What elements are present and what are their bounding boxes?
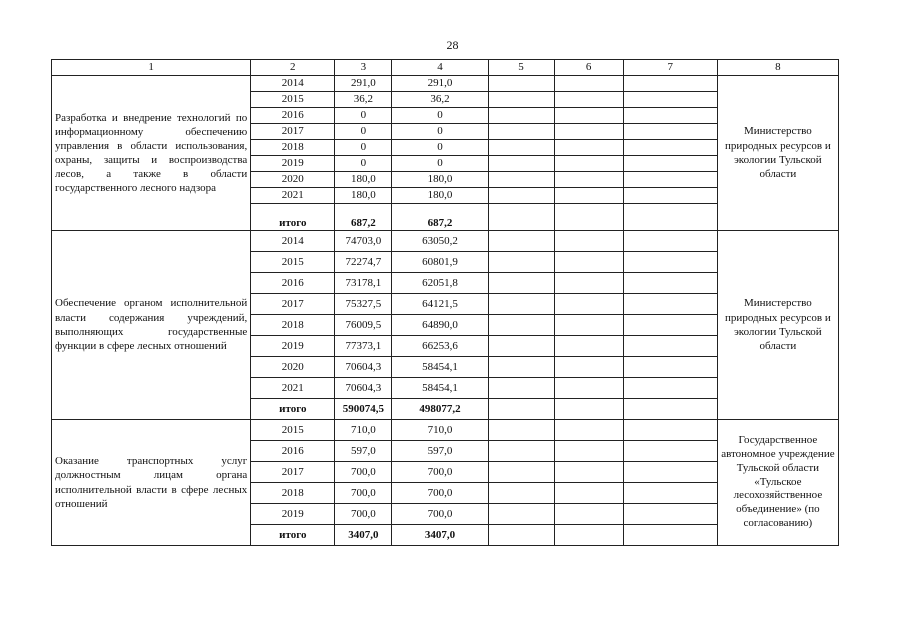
total-col4: 498077,2 bbox=[392, 399, 488, 420]
empty-cell bbox=[623, 294, 717, 315]
value-col3: 710,0 bbox=[335, 420, 392, 441]
value-col4: 36,2 bbox=[392, 92, 488, 108]
empty-cell bbox=[488, 273, 554, 294]
empty-cell bbox=[488, 172, 554, 188]
year-cell: 2020 bbox=[251, 172, 335, 188]
empty-cell bbox=[623, 441, 717, 462]
empty-cell bbox=[488, 294, 554, 315]
responsible-organization: Министерство природных ресурсов и экологии Тульской области bbox=[717, 231, 838, 420]
value-col3: 180,0 bbox=[335, 172, 392, 188]
table-row bbox=[52, 231, 839, 252]
empty-cell bbox=[623, 76, 717, 92]
value-col3: 72274,7 bbox=[335, 252, 392, 273]
year-cell: 2020 bbox=[251, 357, 335, 378]
page-number: 28 bbox=[446, 38, 459, 52]
value-col3: 74703,0 bbox=[335, 231, 392, 252]
year-cell: 2014 bbox=[251, 76, 335, 92]
value-col4: 58454,1 bbox=[392, 357, 488, 378]
total-col3: 3407,0 bbox=[335, 525, 392, 546]
empty-cell bbox=[554, 525, 623, 546]
year-cell: 2017 bbox=[251, 294, 335, 315]
empty-cell bbox=[554, 336, 623, 357]
empty-cell bbox=[488, 76, 554, 92]
empty-cell bbox=[623, 504, 717, 525]
value-col3: 0 bbox=[335, 124, 392, 140]
empty-cell bbox=[623, 399, 717, 420]
year-cell: 2016 bbox=[251, 108, 335, 124]
activity-description: Оказание транспортных услуг должностным лицам органа исполнительной власти в сфере лесных отношений bbox=[52, 420, 251, 546]
value-col3: 180,0 bbox=[335, 188, 392, 204]
table-row bbox=[52, 76, 839, 92]
total-col3: 687,2 bbox=[335, 204, 392, 231]
empty-cell bbox=[623, 357, 717, 378]
value-col4: 58454,1 bbox=[392, 378, 488, 399]
empty-cell bbox=[554, 231, 623, 252]
value-col3: 0 bbox=[335, 108, 392, 124]
header-cell: 7 bbox=[623, 60, 717, 76]
empty-cell bbox=[554, 399, 623, 420]
empty-cell bbox=[623, 252, 717, 273]
year-cell: 2018 bbox=[251, 315, 335, 336]
empty-cell bbox=[554, 204, 623, 231]
empty-cell bbox=[554, 124, 623, 140]
value-col4: 0 bbox=[392, 156, 488, 172]
total-label: итого bbox=[251, 525, 335, 546]
empty-cell bbox=[488, 441, 554, 462]
value-col3: 597,0 bbox=[335, 441, 392, 462]
year-cell: 2021 bbox=[251, 188, 335, 204]
total-col3: 590074,5 bbox=[335, 399, 392, 420]
empty-cell bbox=[554, 156, 623, 172]
value-col3: 0 bbox=[335, 140, 392, 156]
empty-cell bbox=[554, 483, 623, 504]
year-cell: 2019 bbox=[251, 504, 335, 525]
value-col4: 700,0 bbox=[392, 462, 488, 483]
value-col4: 597,0 bbox=[392, 441, 488, 462]
empty-cell bbox=[554, 378, 623, 399]
empty-cell bbox=[488, 188, 554, 204]
empty-cell bbox=[488, 378, 554, 399]
empty-cell bbox=[623, 315, 717, 336]
table-row bbox=[52, 420, 839, 441]
empty-cell bbox=[623, 273, 717, 294]
year-cell: 2017 bbox=[251, 124, 335, 140]
year-cell: 2014 bbox=[251, 231, 335, 252]
empty-cell bbox=[554, 504, 623, 525]
header-cell: 5 bbox=[488, 60, 554, 76]
empty-cell bbox=[554, 420, 623, 441]
value-col3: 70604,3 bbox=[335, 357, 392, 378]
value-col4: 0 bbox=[392, 140, 488, 156]
value-col4: 710,0 bbox=[392, 420, 488, 441]
value-col4: 62051,8 bbox=[392, 273, 488, 294]
value-col4: 60801,9 bbox=[392, 252, 488, 273]
header-cell: 1 bbox=[52, 60, 251, 76]
year-cell: 2018 bbox=[251, 140, 335, 156]
value-col4: 63050,2 bbox=[392, 231, 488, 252]
empty-cell bbox=[554, 462, 623, 483]
empty-cell bbox=[623, 420, 717, 441]
value-col4: 180,0 bbox=[392, 188, 488, 204]
value-col4: 66253,6 bbox=[392, 336, 488, 357]
value-col3: 75327,5 bbox=[335, 294, 392, 315]
empty-cell bbox=[488, 92, 554, 108]
empty-cell bbox=[554, 441, 623, 462]
empty-cell bbox=[488, 483, 554, 504]
empty-cell bbox=[554, 273, 623, 294]
year-cell: 2019 bbox=[251, 336, 335, 357]
header-row bbox=[52, 60, 839, 76]
empty-cell bbox=[488, 315, 554, 336]
empty-cell bbox=[488, 156, 554, 172]
empty-cell bbox=[488, 124, 554, 140]
empty-cell bbox=[488, 140, 554, 156]
empty-cell bbox=[554, 92, 623, 108]
year-cell: 2015 bbox=[251, 420, 335, 441]
value-col4: 700,0 bbox=[392, 504, 488, 525]
empty-cell bbox=[554, 252, 623, 273]
empty-cell bbox=[623, 172, 717, 188]
value-col4: 0 bbox=[392, 124, 488, 140]
value-col4: 291,0 bbox=[392, 76, 488, 92]
empty-cell bbox=[554, 76, 623, 92]
total-label: итого bbox=[251, 204, 335, 231]
responsible-organization: Государственное автономное учреждение Тульской области «Тульское лесохозяйственное объединение» (по согласованию) bbox=[717, 420, 838, 546]
total-label: итого bbox=[251, 399, 335, 420]
value-col3: 73178,1 bbox=[335, 273, 392, 294]
empty-cell bbox=[623, 156, 717, 172]
empty-cell bbox=[623, 378, 717, 399]
value-col3: 291,0 bbox=[335, 76, 392, 92]
empty-cell bbox=[623, 483, 717, 504]
value-col4: 64121,5 bbox=[392, 294, 488, 315]
empty-cell bbox=[488, 204, 554, 231]
responsible-organization: Министерство природных ресурсов и экологии Тульской области bbox=[717, 76, 838, 231]
empty-cell bbox=[623, 108, 717, 124]
value-col3: 77373,1 bbox=[335, 336, 392, 357]
header-cell: 8 bbox=[717, 60, 838, 76]
year-cell: 2021 bbox=[251, 378, 335, 399]
value-col3: 0 bbox=[335, 156, 392, 172]
empty-cell bbox=[623, 525, 717, 546]
activity-description: Обеспечение органом исполнительной власти содержания учреждений, выполняющих государственные функции в сфере лесных отношений bbox=[52, 231, 251, 420]
total-col4: 687,2 bbox=[392, 204, 488, 231]
empty-cell bbox=[554, 294, 623, 315]
empty-cell bbox=[488, 231, 554, 252]
empty-cell bbox=[554, 108, 623, 124]
empty-cell bbox=[488, 357, 554, 378]
year-cell: 2017 bbox=[251, 462, 335, 483]
empty-cell bbox=[623, 188, 717, 204]
empty-cell bbox=[623, 336, 717, 357]
empty-cell bbox=[554, 140, 623, 156]
empty-cell bbox=[554, 188, 623, 204]
activity-description: Разработка и внедрение технологий по информационному обеспечению управления в области использования, охраны, защиты и воспроизводства лесов, а также в области государственного лесного надзора bbox=[52, 76, 251, 231]
year-cell: 2015 bbox=[251, 92, 335, 108]
empty-cell bbox=[488, 399, 554, 420]
value-col3: 70604,3 bbox=[335, 378, 392, 399]
empty-cell bbox=[488, 525, 554, 546]
empty-cell bbox=[623, 462, 717, 483]
value-col3: 36,2 bbox=[335, 92, 392, 108]
empty-cell bbox=[554, 357, 623, 378]
header-cell: 6 bbox=[554, 60, 623, 76]
value-col4: 0 bbox=[392, 108, 488, 124]
empty-cell bbox=[488, 336, 554, 357]
empty-cell bbox=[554, 315, 623, 336]
header-cell: 4 bbox=[392, 60, 488, 76]
empty-cell bbox=[488, 252, 554, 273]
value-col3: 700,0 bbox=[335, 462, 392, 483]
value-col4: 180,0 bbox=[392, 172, 488, 188]
empty-cell bbox=[623, 140, 717, 156]
empty-cell bbox=[488, 504, 554, 525]
header-cell: 2 bbox=[251, 60, 335, 76]
value-col4: 64890,0 bbox=[392, 315, 488, 336]
empty-cell bbox=[623, 204, 717, 231]
year-cell: 2018 bbox=[251, 483, 335, 504]
year-cell: 2019 bbox=[251, 156, 335, 172]
empty-cell bbox=[554, 172, 623, 188]
header-cell: 3 bbox=[335, 60, 392, 76]
empty-cell bbox=[623, 92, 717, 108]
total-col4: 3407,0 bbox=[392, 525, 488, 546]
value-col4: 700,0 bbox=[392, 483, 488, 504]
value-col3: 700,0 bbox=[335, 483, 392, 504]
empty-cell bbox=[488, 462, 554, 483]
value-col3: 700,0 bbox=[335, 504, 392, 525]
empty-cell bbox=[623, 124, 717, 140]
empty-cell bbox=[623, 231, 717, 252]
year-cell: 2016 bbox=[251, 441, 335, 462]
program-table bbox=[51, 59, 839, 546]
year-cell: 2016 bbox=[251, 273, 335, 294]
empty-cell bbox=[488, 108, 554, 124]
empty-cell bbox=[488, 420, 554, 441]
year-cell: 2015 bbox=[251, 252, 335, 273]
value-col3: 76009,5 bbox=[335, 315, 392, 336]
